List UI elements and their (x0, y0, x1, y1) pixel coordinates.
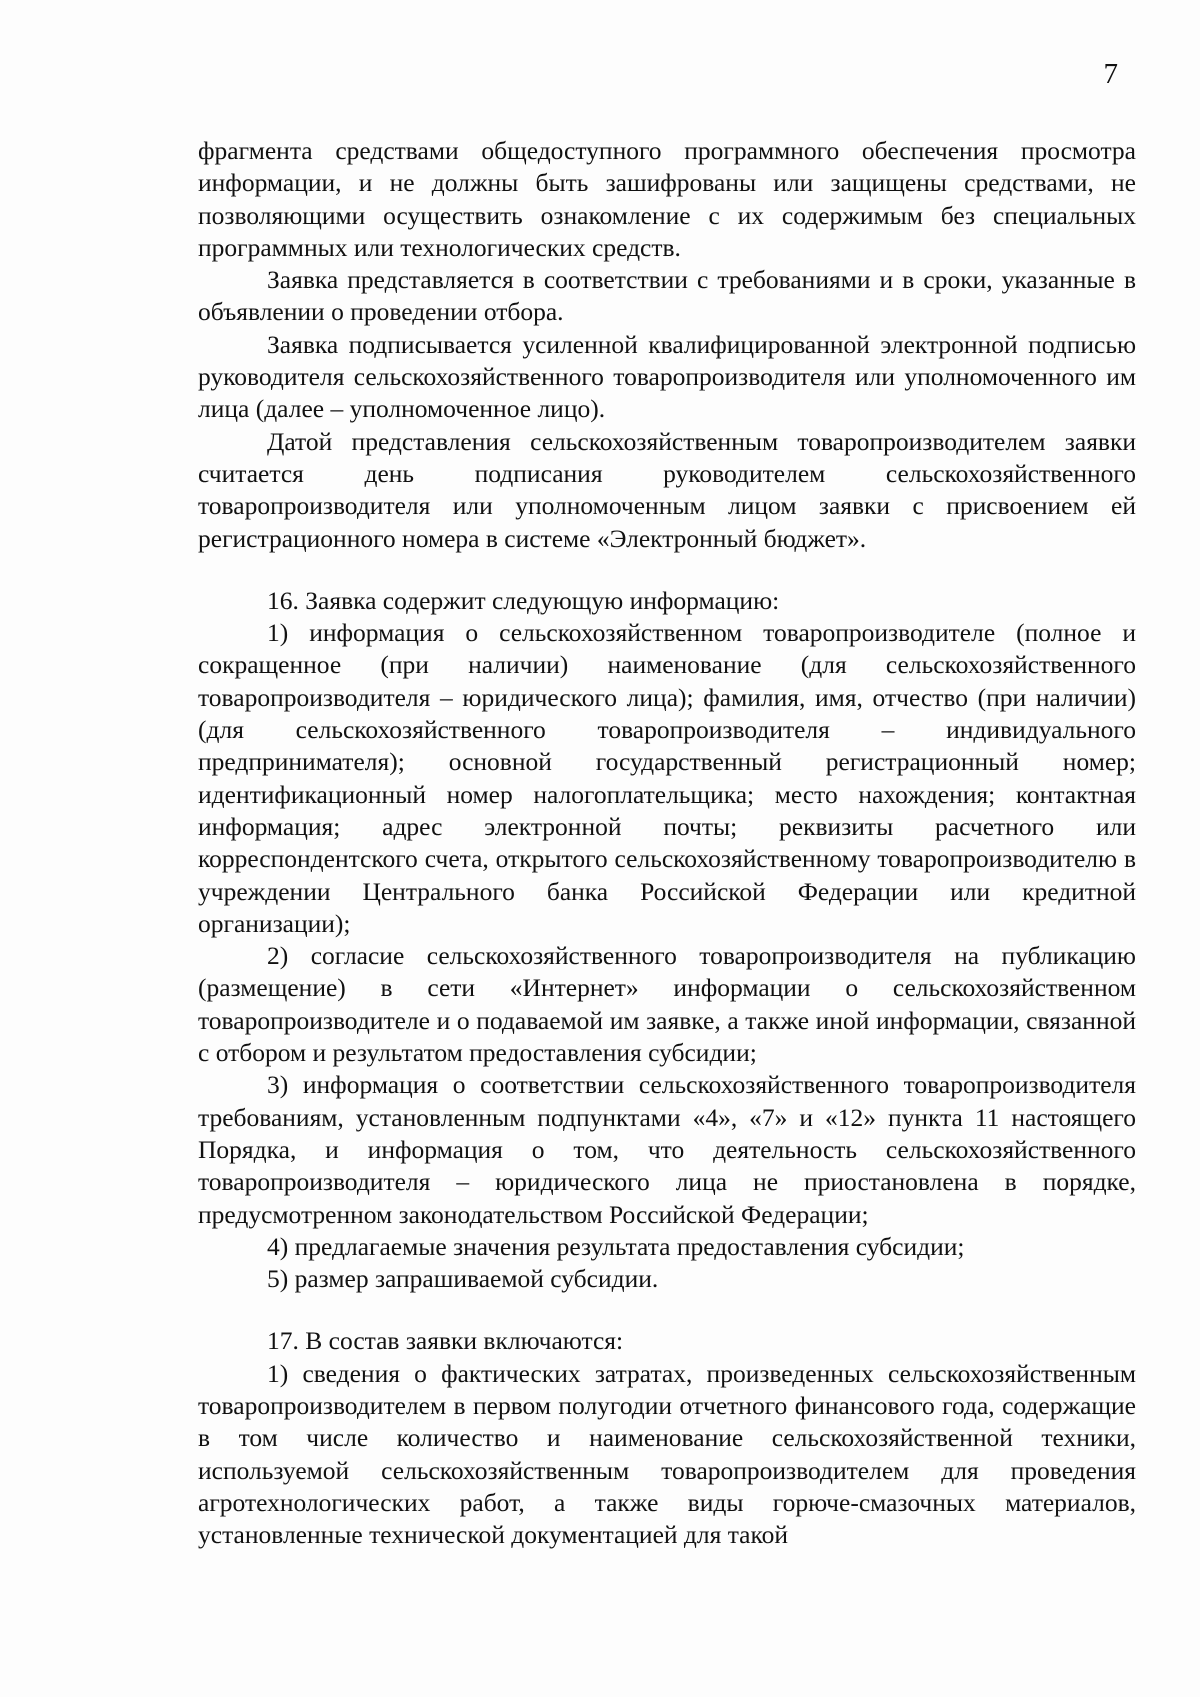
clause-17-item-1: 1) сведения о фактических затратах, произведенных сельскохозяйственным товаропроизводителем в первом полугодии отчетного финансового года, содержащие в том числе количество и наименование сельскохозяйственной техники, используемой сельскохозяйственным товаропроизводителем для проведения агротехнологических работ, а также виды горюче-смазочных материалов, установленные технической документацией для такой (198, 1358, 1136, 1550)
clause-16-item-2: 2) согласие сельскохозяйственного товаропроизводителя на публикацию (размещение) в сети «Интернет» информации о сельскохозяйственном товаропроизводителе и о подаваемой им заявке, а также иной информации, связанной с отбором и результатом предоставления субсидии; (198, 941, 1136, 1068)
page-number: 7 (1103, 58, 1118, 90)
document-body (198, 135, 1136, 1551)
clause-16-heading: 16. Заявка содержит следующую информацию: (267, 585, 780, 615)
clause-16-item-3: 3) информация о соответствии сельскохозяйственного товаропроизводителя требованиям, установленным подпунктами «4», «7» и «12» пункта 11 настоящего Порядка, и информация о том, что деятельность сельскохозяйственного товаропроизводителя – юридического лица не приостановлена в порядке, предусмотренном законодательством Российской Федерации; (198, 1070, 1136, 1229)
paragraph-submission-terms: Заявка представляется в соответствии с требованиями и в сроки, указанные в объявлении о проведении отбора. (198, 265, 1136, 327)
paragraph-submission-date: Датой представления сельскохозяйственным товаропроизводителем заявки считается день подписания руководителем сельскохозяйственного товаропроизводителя или уполномоченным лицом заявки с присвоением ей регистрационного номера в системе «Электронный бюджет». (198, 426, 1136, 553)
clause-17-heading: 17. В состав заявки включаются: (267, 1326, 624, 1356)
clause-16-item-5: 5) размер запрашиваемой субсидии. (267, 1264, 659, 1294)
paragraph-continuation: фрагмента средствами общедоступного программного обеспечения просмотра информации, и не должны быть зашифрованы или защищены средствами, не позволяющими осуществить ознакомление с их содержимым без специальных программных или технологических средств. (198, 136, 1136, 262)
clause-16-item-4: 4) предлагаемые значения результата предоставления субсидии; (267, 1231, 965, 1261)
clause-16-item-1: 1) информация о сельскохозяйственном товаропроизводителе (полное и сокращенное (при наличии) наименование (для сельскохозяйственного товаропроизводителя – юридического лица); фамилия, имя, отчество (при наличии) (для сельскохозяйственного товаропроизводителя – индивидуального предпринимателя); основной государственный регистрационный номер; идентификационный номер налогоплательщика; место нахождения; контактная информация; адрес электронной почты; реквизиты расчетного или корреспондентского счета, открытого сельскохозяйственному товаропроизводителю в учреждении Центрального банка Российской Федерации или кредитной организации); (198, 618, 1136, 938)
paragraph-signature: Заявка подписывается усиленной квалифицированной электронной подписью руководителя сельскохозяйственного товаропроизводителя или уполномоченного им лица (далее – уполномоченное лицо). (198, 329, 1136, 424)
